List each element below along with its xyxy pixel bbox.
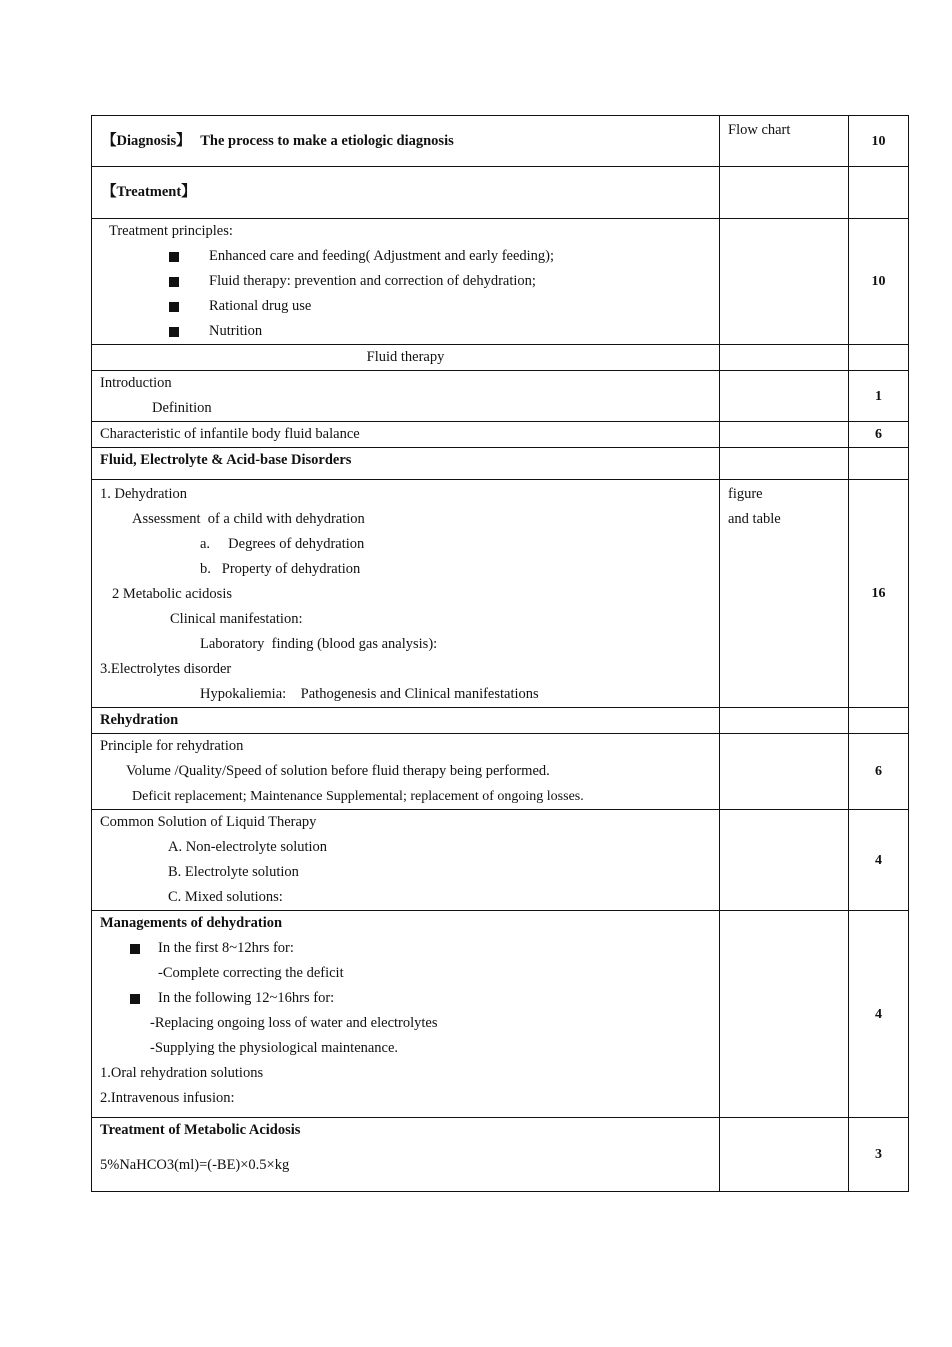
introduction-cell <box>92 371 720 422</box>
rehydration-line: Deficit replacement; Maintenance Supplemental; replacement of ongoing losses. <box>132 789 584 804</box>
dehydration-method <box>720 480 849 708</box>
row-rehydration-heading <box>92 708 909 734</box>
acidosis-method <box>720 1118 849 1192</box>
disorders-hours <box>849 448 909 480</box>
solution-line: A. Non-electrolyte solution <box>168 839 328 855</box>
row-treatment-principles <box>92 219 909 345</box>
fluid-therapy-hours <box>849 345 909 371</box>
dehydration-line: b. Property of dehydration <box>200 561 361 577</box>
dehydration-line: Hypokaliemia: Pathogenesis and Clinical manifestations <box>200 686 539 702</box>
managements-line: 1.Oral rehydration solutions <box>100 1065 264 1081</box>
dehydration-line: 2 Metabolic acidosis <box>112 586 233 602</box>
diagnosis-content <box>92 116 720 167</box>
bullet-square-icon <box>169 327 179 337</box>
rehydration-heading-method <box>720 708 849 734</box>
treatment-label-hours <box>849 167 909 219</box>
managements-method <box>720 911 849 1118</box>
diagnosis-method <box>720 116 849 167</box>
managements-line: 2.Intravenous infusion: <box>100 1090 235 1106</box>
diagnosis-label: 【Diagnosis】 <box>102 132 191 149</box>
row-common-solution <box>92 810 909 911</box>
row-introduction <box>92 371 909 422</box>
dehydration-method-line2: and table <box>728 511 781 527</box>
managements-sub: -Replacing ongoing loss of water and electrolytes <box>150 1015 438 1031</box>
characteristic-hours: 6 <box>849 422 909 448</box>
introduction-method <box>720 371 849 422</box>
row-acidosis <box>92 1118 909 1192</box>
acidosis-formula: 5%NaHCO3(ml)=(-BE)×0.5×kg <box>100 1157 290 1173</box>
dehydration-line: 3.Electrolytes disorder <box>100 661 232 677</box>
common-solution-method <box>720 810 849 911</box>
principle-item: Fluid therapy: prevention and correction of dehydration; <box>109 269 711 294</box>
dehydration-hours: 16 <box>849 480 909 708</box>
solution-line: B. Electrolyte solution <box>168 864 299 880</box>
syllabus-table <box>91 115 909 1192</box>
rehydration-line: Principle for rehydration <box>100 738 244 754</box>
rehydration-heading-hours <box>849 708 909 734</box>
treatment-label-cell <box>92 167 720 219</box>
fluid-therapy-method <box>720 345 849 371</box>
principle-item: Nutrition <box>109 319 711 344</box>
row-dehydration <box>92 480 909 708</box>
rehydration-principle-hours: 6 <box>849 734 909 810</box>
row-fluid-therapy-heading <box>92 345 909 371</box>
managements-bullet: In the first 8~12hrs for: <box>100 936 711 961</box>
rehydration-principle-cell <box>92 734 720 810</box>
dehydration-line: 1. Dehydration <box>100 486 187 502</box>
bullet-square-icon <box>169 302 179 312</box>
rehydration-heading: Rehydration <box>92 708 720 734</box>
dehydration-line: Assessment of a child with dehydration <box>132 511 365 527</box>
fluid-therapy-heading: Fluid therapy <box>92 345 720 371</box>
common-solution-cell <box>92 810 720 911</box>
rehydration-principle-method <box>720 734 849 810</box>
managements-bullet: In the following 12~16hrs for: <box>100 986 711 1011</box>
row-managements <box>92 911 909 1118</box>
common-solution-hours: 4 <box>849 810 909 911</box>
treatment-principles-title: Treatment principles: <box>109 223 233 239</box>
row-rehydration-principle <box>92 734 909 810</box>
treatment-principles-method <box>720 219 849 345</box>
acidosis-cell <box>92 1118 720 1192</box>
bullet-square-icon <box>130 994 140 1004</box>
characteristic-text: Characteristic of infantile body fluid balance <box>92 422 720 448</box>
diagnosis-text: The process to make a etiologic diagnosis <box>200 132 454 149</box>
managements-sub: -Supplying the physiological maintenance. <box>150 1040 399 1056</box>
disorders-heading: Fluid, Electrolyte & Acid-base Disorders <box>92 448 720 480</box>
rehydration-line: Volume /Quality/Speed of solution before fluid therapy being performed. <box>126 763 550 779</box>
introduction-definition: Definition <box>152 400 212 416</box>
acidosis-hours: 3 <box>849 1118 909 1192</box>
dehydration-line: Clinical manifestation: <box>170 611 303 627</box>
row-disorders-heading <box>92 448 909 480</box>
managements-sub: -Complete correcting the deficit <box>158 965 344 981</box>
managements-cell <box>92 911 720 1118</box>
solution-line: C. Mixed solutions: <box>168 889 283 905</box>
characteristic-method <box>720 422 849 448</box>
treatment-principles-cell <box>92 219 720 345</box>
managements-title: Managements of dehydration <box>100 915 283 931</box>
dehydration-cell <box>92 480 720 708</box>
principle-item: Enhanced care and feeding( Adjustment and early feeding); <box>109 244 711 269</box>
managements-hours: 4 <box>849 911 909 1118</box>
diagnosis-method-text: Flow chart <box>728 122 791 138</box>
dehydration-line: Laboratory finding (blood gas analysis): <box>200 636 438 652</box>
row-treatment-label <box>92 167 909 219</box>
row-characteristic <box>92 422 909 448</box>
treatment-label-method <box>720 167 849 219</box>
diagnosis-hours: 10 <box>849 116 909 167</box>
bullet-square-icon <box>130 944 140 954</box>
introduction-title: Introduction <box>100 375 172 391</box>
introduction-hours: 1 <box>849 371 909 422</box>
solution-line: Common Solution of Liquid Therapy <box>100 814 317 830</box>
row-diagnosis <box>92 116 909 167</box>
dehydration-method-line1: figure <box>728 486 763 502</box>
bullet-square-icon <box>169 252 179 262</box>
principle-item: Rational drug use <box>109 294 711 319</box>
dehydration-line: a. Degrees of dehydration <box>200 536 365 552</box>
disorders-method <box>720 448 849 480</box>
bullet-square-icon <box>169 277 179 287</box>
treatment-label: 【Treatment】 <box>102 184 196 200</box>
acidosis-title: Treatment of Metabolic Acidosis <box>100 1122 301 1138</box>
treatment-principles-hours: 10 <box>849 219 909 345</box>
